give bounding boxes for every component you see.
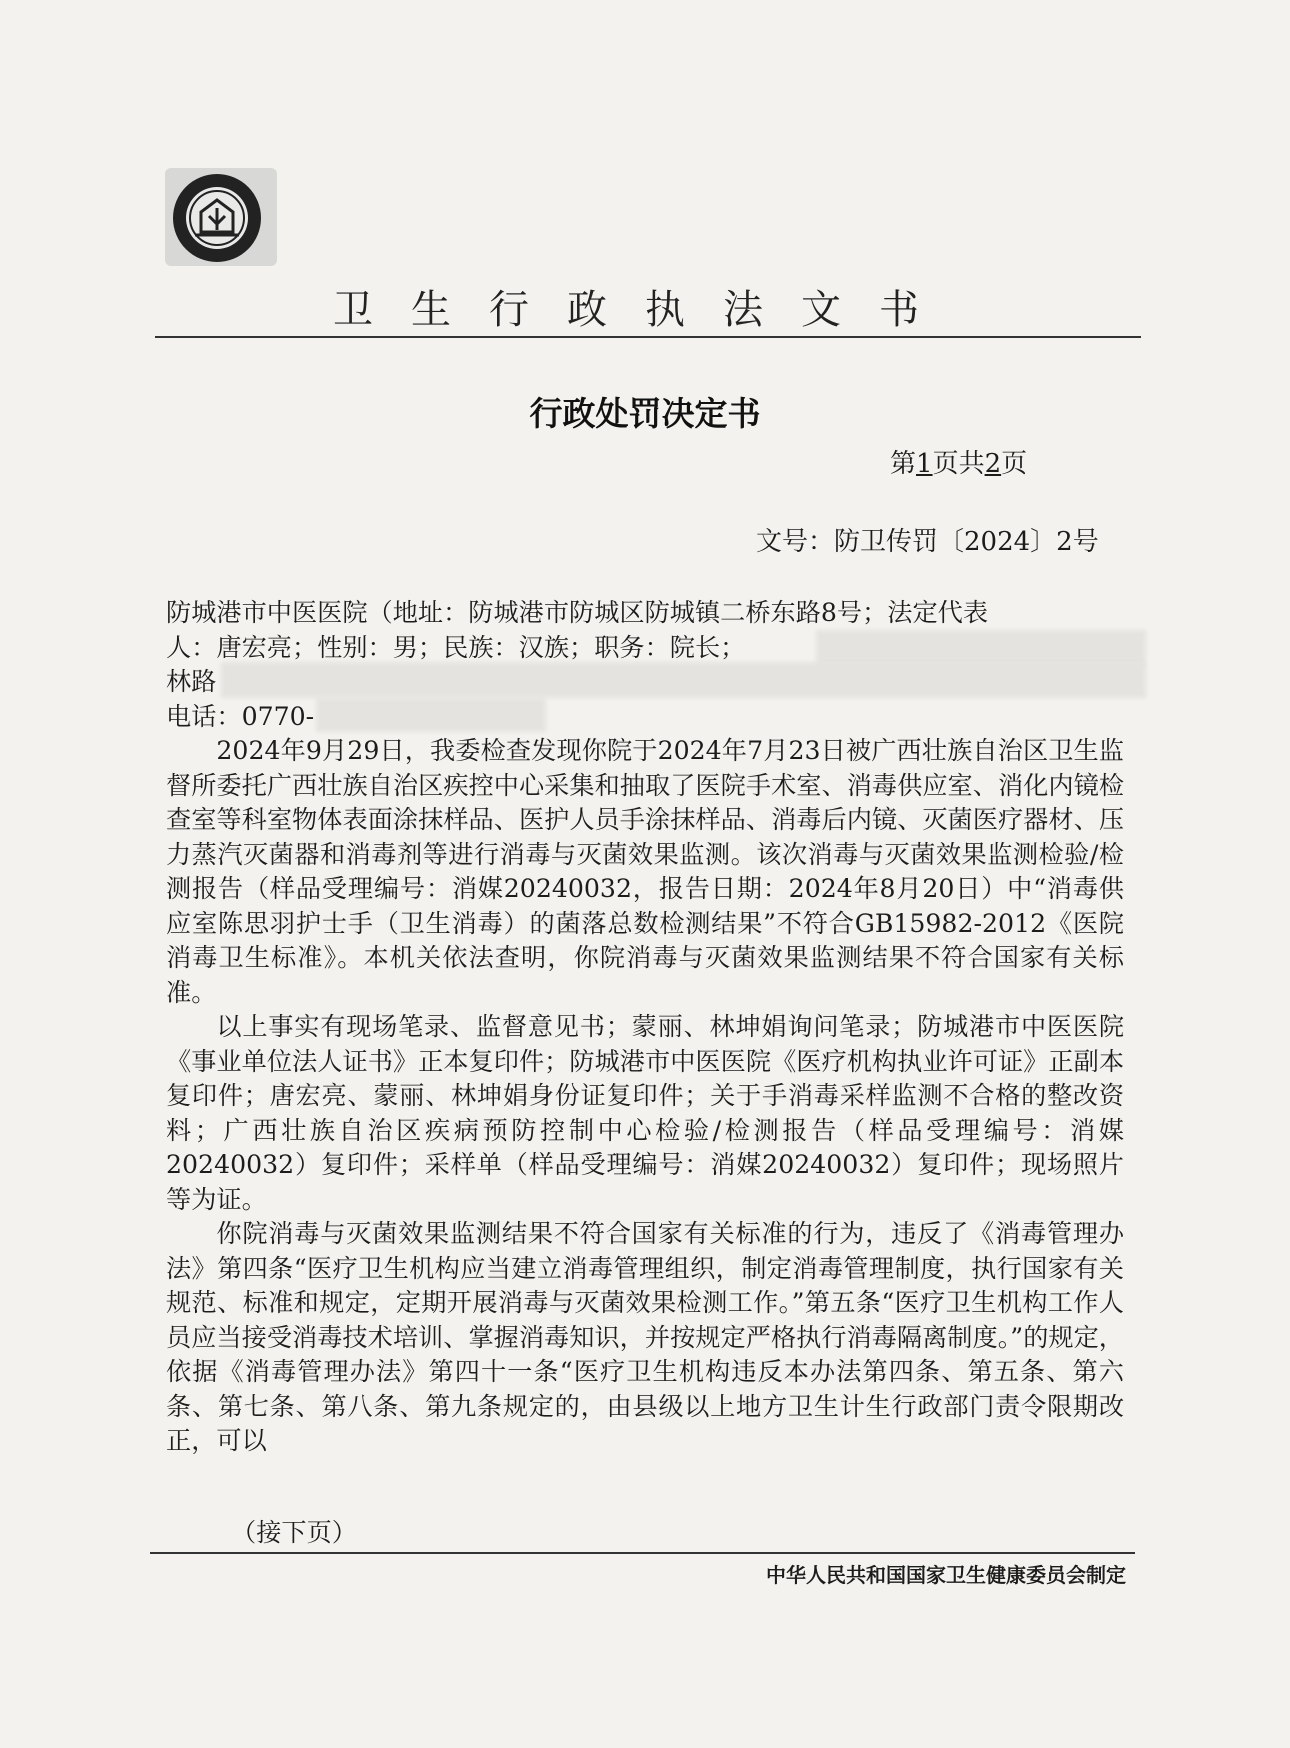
emblem	[165, 168, 277, 266]
document-number: 文号：防卫传罚〔2024〕2号	[756, 527, 1099, 557]
document-type-heading: 卫生行政执法文书	[333, 287, 957, 333]
party-line: 防城港市中医医院（地址：防城港市防城区防城镇二桥东路8号；法定代表	[166, 598, 989, 627]
issuer-footer: 中华人民共和国国家卫生健康委员会制定	[766, 1563, 1126, 1587]
decision-body	[166, 596, 1124, 1459]
redaction-mark	[316, 698, 546, 732]
total-pages: 2	[984, 449, 1002, 479]
paragraph: 你院消毒与灭菌效果监测结果不符合国家有关标准的行为，违反了《消毒管理办法》第四条“医疗卫生机构应当建立消毒管理组织，制定消毒管理制度，执行国家有关规范、标准和规定，定期开展消毒与灭菌效果检测工作。”第五条“医疗卫生机构工作人员应当接受消毒技术培训、掌握消毒知识，并按规定严格执行消毒隔离制度。”的规定，依据《消毒管理办法》第四十一条“医疗卫生机构违反本办法第四条、第五条、第六条、第七条、第八条、第九条规定的，由县级以上地方卫生计生行政部门责令限期改正，可以	[166, 1219, 1124, 1455]
paragraph: 以上事实有现场笔录、监督意见书；蒙丽、林坤娟询问笔录；防城港市中医医院《事业单位法人证书》正本复印件；防城港市中医医院《医疗机构执业许可证》正副本复印件；唐宏亮、蒙丽、林坤娟身份证复印件；关于手消毒采样监测不合格的整改资料；广西壮族自治区疾病预防控制中心检验/检测报告（样品受理编号：消媒20240032）复印件；采样单（样品受理编号：消媒20240032）复印件；现场照片等为证。	[166, 1012, 1124, 1214]
redaction-mark	[816, 630, 1146, 666]
health-inspection-emblem-icon	[165, 168, 277, 266]
header-divider	[155, 336, 1141, 338]
footer-divider	[150, 1552, 1135, 1554]
party-line: 林路	[166, 667, 217, 696]
paragraph: 2024年9月29日，我委检查发现你院于2024年7月23日被广西壮族自治区卫生监督所委托广西壮族自治区疾控中心采集和抽取了医院手术室、消毒供应室、消化内镜检查室等科室物体表面涂抹样品、医护人员手涂抹样品、消毒后内镜、灭菌医疗器材、压力蒸汽灭菌器和消毒剂等进行消毒与灭菌效果监测。该次消毒与灭菌效果监测检验/检测报告（样品受理编号：消媒20240032，报告日期：2024年8月20日）中“消毒供应室陈思羽护士手（卫生消毒）的菌落总数检测结果”不符合GB15982-2012《医院消毒卫生标准》。本机关依法查明，你院消毒与灭菌效果监测结果不符合国家有关标准。	[166, 736, 1124, 1007]
page-indicator: 第1页共2页	[890, 449, 1028, 479]
party-line: 电话：0770-	[166, 701, 315, 731]
redaction-mark	[221, 662, 1146, 698]
current-page: 1	[916, 449, 933, 479]
continue-note: （接下页）	[231, 1518, 357, 1547]
page-title: 行政处罚决定书	[529, 394, 761, 433]
party-line: 人：唐宏亮；性别：男；民族：汉族；职务：院长；	[166, 632, 746, 662]
party-info	[166, 596, 1124, 734]
